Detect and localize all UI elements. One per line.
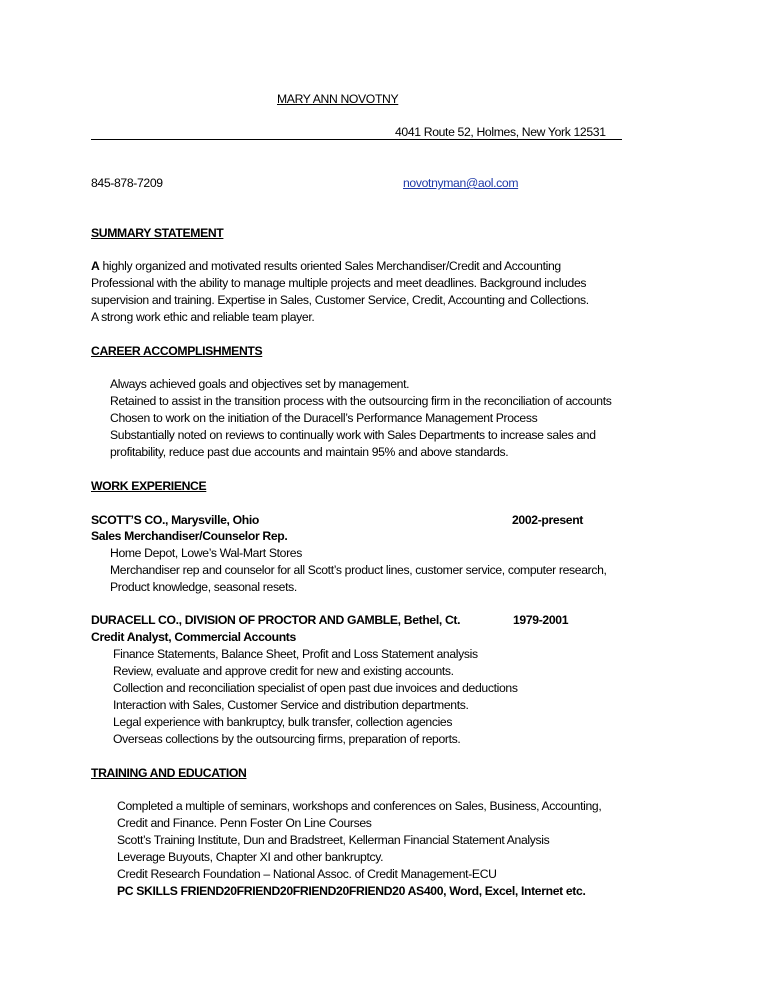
job-dates: 2002-present <box>512 513 583 527</box>
summary-line <box>91 258 561 275</box>
training-heading: TRAINING AND EDUCATION <box>91 766 247 780</box>
summary-line-text: highly organized and motivated results oriented Sales Merchandiser/Credit and Accounting <box>99 259 561 273</box>
job-detail: Collection and reconciliation specialist of open past due invoices and deductions <box>113 681 518 695</box>
job-title: Credit Analyst, Commercial Accounts <box>91 630 296 644</box>
accomplishment-item: Chosen to work on the initiation of the Duracell’s Performance Management Process <box>110 411 538 425</box>
summary-line: A strong work ethic and reliable team player. <box>91 310 315 324</box>
job-detail: Product knowledge, seasonal resets. <box>110 580 297 594</box>
training-item: Leverage Buyouts, Chapter XI and other bankruptcy. <box>117 850 384 864</box>
phone-number: 845-878-7209 <box>91 176 163 190</box>
summary-lead-letter: A <box>91 259 100 273</box>
accomplishment-item: Always achieved goals and objectives set by management. <box>110 377 410 391</box>
job-company: SCOTT’S CO., Marysville, Ohio <box>91 513 259 527</box>
job-detail: Finance Statements, Balance Sheet, Profit and Loss Statement analysis <box>113 647 478 661</box>
job-detail: Legal experience with bankruptcy, bulk transfer, collection agencies <box>113 715 453 729</box>
experience-heading: WORK EXPERIENCE <box>91 479 207 493</box>
accomplishment-item: Retained to assist in the transition process with the outsourcing firm in the reconciliation of accounts <box>110 394 612 408</box>
job-company: DURACELL CO., DIVISION OF PROCTOR AND GAMBLE, Bethel, Ct. <box>91 613 461 627</box>
training-item: Credit and Finance. Penn Foster On Line Courses <box>117 816 372 830</box>
email-link[interactable]: novotnyman@aol.com <box>403 176 519 190</box>
job-title: Sales Merchandiser/Counselor Rep. <box>91 529 288 543</box>
candidate-name: MARY ANN NOVOTNY <box>277 92 399 106</box>
job-dates: 1979-2001 <box>513 613 569 627</box>
job-detail: Interaction with Sales, Customer Service and distribution departments. <box>113 698 469 712</box>
job-detail: Overseas collections by the outsourcing firms, preparation of reports. <box>113 732 461 746</box>
job-detail: Merchandiser rep and counselor for all Scott’s product lines, customer service, computer research, <box>110 563 607 577</box>
job-detail: Home Depot, Lowe’s Wal-Mart Stores <box>110 546 302 560</box>
job-detail: Review, evaluate and approve credit for new and existing accounts. <box>113 664 454 678</box>
accomplishment-item: Substantially noted on reviews to continually work with Sales Departments to increase sales and <box>110 428 596 442</box>
summary-line: supervision and training. Expertise in Sales, Customer Service, Credit, Accounting and Collections. <box>91 293 589 307</box>
training-item: Credit Research Foundation – National Assoc. of Credit Management-ECU <box>117 867 497 881</box>
summary-line: Professional with the ability to manage multiple projects and meet deadlines. Background includes <box>91 276 587 290</box>
accomplishment-item: profitability, reduce past due accounts and maintain 95% and above standards. <box>110 445 509 459</box>
summary-heading: SUMMARY STATEMENT <box>91 226 224 240</box>
accomplishments-heading: CAREER ACCOMPLISHMENTS <box>91 344 263 358</box>
training-item: Scott’s Training Institute, Dun and Bradstreet, Kellerman Financial Statement Analysis <box>117 833 550 847</box>
pc-skills: PC SKILLS FRIEND20FRIEND20FRIEND20FRIEND20 AS400, Word, Excel, Internet etc. <box>117 884 586 898</box>
training-item: Completed a multiple of seminars, workshops and conferences on Sales, Business, Accounting, <box>117 799 602 813</box>
address: 4041 Route 52, Holmes, New York 12531 <box>395 125 606 139</box>
